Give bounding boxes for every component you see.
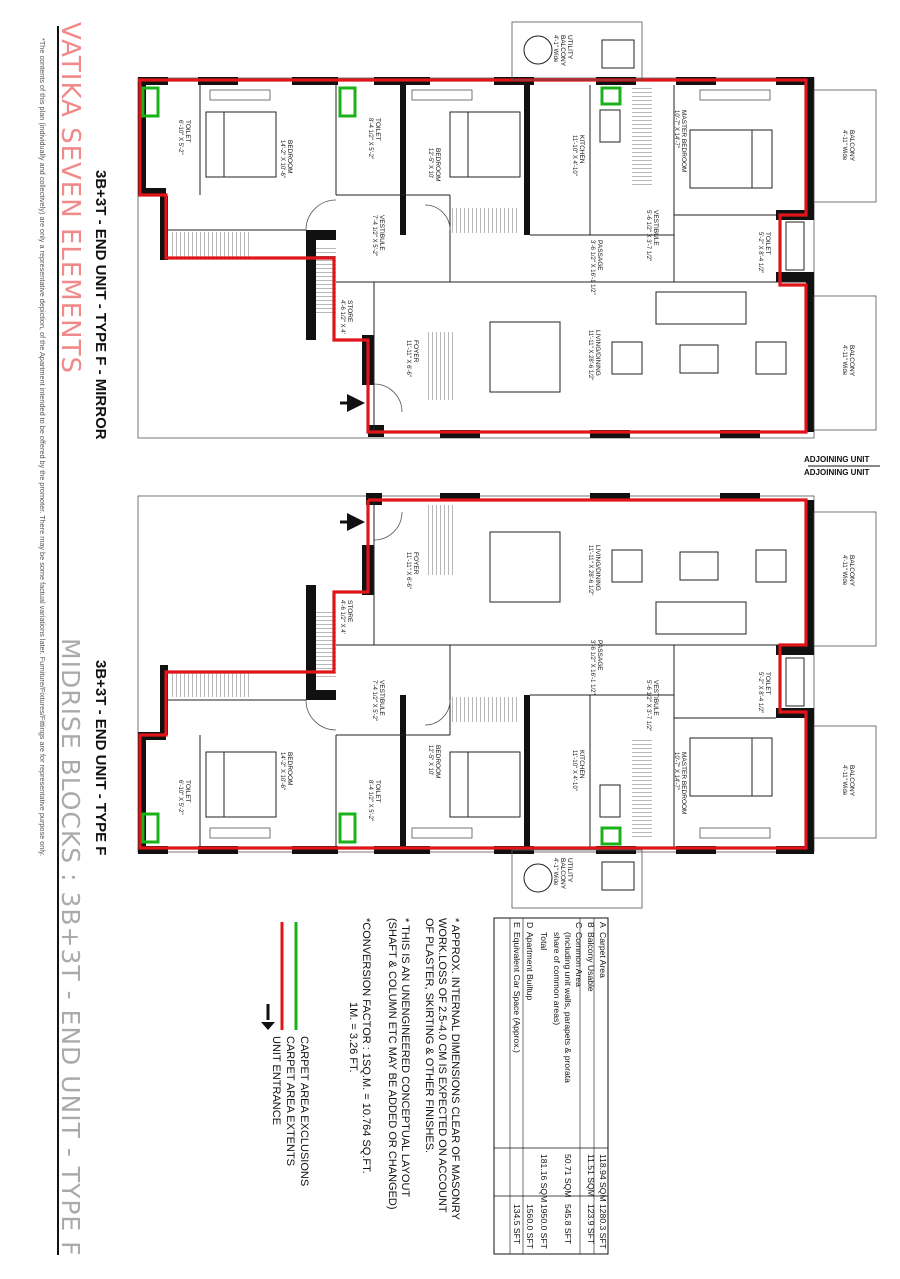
svg-text:11'-11" X 28'-6 1/2": 11'-11" X 28'-6 1/2": [587, 330, 593, 381]
svg-text:BALCONY: BALCONY: [848, 130, 855, 162]
svg-text:STORE: STORE: [346, 300, 353, 323]
svg-text:UTILITY: UTILITY: [566, 858, 573, 883]
svg-text:14'-2" X 10'-6": 14'-2" X 10'-6": [279, 752, 285, 790]
svg-text:4'-6 1/2" X 4': 4'-6 1/2" X 4': [339, 300, 345, 334]
svg-text:1950.0 SFT: 1950.0 SFT: [539, 1204, 549, 1249]
svg-text:WORK.LOSS OF 2.5-4.0 CM IS EXP: WORK.LOSS OF 2.5-4.0 CM IS EXPECTED ON ACCOUNT: [436, 918, 448, 1213]
svg-text:(Including unit walls, parapet: (Including unit walls, parapets & prorata: [563, 932, 573, 1083]
svg-text:MASTER BEDROOM: MASTER BEDROOM: [680, 752, 687, 815]
svg-text:BEDROOM: BEDROOM: [434, 148, 441, 182]
svg-text:* APPROX. INTERNAL DIMENSIONS: * APPROX. INTERNAL DIMENSIONS CLEAR OF MASONRY: [449, 918, 461, 1220]
svg-text:TOILET: TOILET: [764, 672, 771, 695]
svg-text:3'-6 1/2" X 16'-1 1/2": 3'-6 1/2" X 16'-1 1/2": [589, 640, 595, 695]
svg-text:4'-1" Wide: 4'-1" Wide: [552, 35, 558, 63]
svg-text:MASTER BEDROOM: MASTER BEDROOM: [680, 110, 687, 173]
svg-text:TOILET: TOILET: [184, 780, 191, 803]
svg-text:BEDROOM: BEDROOM: [286, 140, 293, 174]
svg-text:11'-11" X 28'-6 1/2": 11'-11" X 28'-6 1/2": [587, 545, 593, 596]
svg-text:5'-6 1/2" X 3'-7 1/2": 5'-6 1/2" X 3'-7 1/2": [645, 680, 651, 732]
svg-text:4'-11" Wide: 4'-11" Wide: [841, 130, 847, 161]
svg-text:VESTIBULE: VESTIBULE: [378, 680, 385, 716]
svg-text:BALCONY: BALCONY: [848, 765, 855, 797]
svg-text:11'-11" X 6'-6": 11'-11" X 6'-6": [405, 552, 411, 590]
svg-text:BEDROOM: BEDROOM: [286, 752, 293, 786]
room-labels-top: [177, 35, 855, 380]
area-row-c: [574, 922, 584, 987]
svg-text:181.16 SQM: 181.16 SQM: [539, 1154, 549, 1203]
svg-text:share of common areas): share of common areas): [552, 932, 562, 1026]
svg-text:BALCONY: BALCONY: [848, 555, 855, 587]
svg-text:A: A: [598, 922, 608, 928]
unit-title-top: [92, 170, 109, 440]
svg-text:6'-10" X 5'-2": 6'-10" X 5'-2": [177, 780, 183, 815]
svg-text:LIVING/DINING: LIVING/DINING: [594, 330, 601, 376]
svg-text:UTILITY: UTILITY: [566, 35, 573, 60]
svg-text:Apartment Builtup: Apartment Builtup: [525, 932, 535, 1001]
notes-block: [347, 918, 461, 1221]
svg-text:BALCONY: BALCONY: [559, 858, 566, 890]
svg-text:12'-5" X 10': 12'-5" X 10': [427, 148, 433, 179]
svg-text:4'-6 1/2" X 4': 4'-6 1/2" X 4': [339, 600, 345, 634]
svg-text:10'-7" X 14'-7": 10'-7" X 14'-7": [673, 110, 679, 148]
svg-text:ADJOINING UNIT: ADJOINING UNIT: [804, 468, 870, 477]
unit-title-bottom: [92, 660, 109, 855]
svg-text:5'-6 1/2" X 3'-7 1/2": 5'-6 1/2" X 3'-7 1/2": [645, 210, 651, 262]
unit-bottom-plan: [138, 493, 876, 908]
svg-text:7'-4 1/2" X 5'-2": 7'-4 1/2" X 5'-2": [371, 680, 377, 722]
svg-text:8'-4 1/2" X 5'-2": 8'-4 1/2" X 5'-2": [367, 118, 373, 160]
svg-text:PASSAGE: PASSAGE: [596, 640, 603, 671]
svg-text:UNIT ENTRANCE: UNIT ENTRANCE: [270, 1036, 282, 1126]
svg-text:VESTIBULE: VESTIBULE: [652, 210, 659, 246]
area-row-b: [586, 922, 596, 1245]
svg-text:4'-11" Wide: 4'-11" Wide: [841, 555, 847, 586]
svg-text:1280.3 SFT: 1280.3 SFT: [598, 1204, 608, 1249]
svg-text:VESTIBULE: VESTIBULE: [652, 680, 659, 716]
svg-text:118.94 SQM: 118.94 SQM: [598, 1154, 608, 1202]
svg-text:3B+3T - END UNIT - TYPE F: 3B+3T - END UNIT - TYPE F: [92, 660, 109, 856]
svg-text:8'-4 1/2" X 5'-2": 8'-4 1/2" X 5'-2": [367, 780, 373, 822]
svg-text:7'-4 1/2" X 5'-2": 7'-4 1/2" X 5'-2": [371, 215, 377, 257]
svg-text:3'-6 1/2" X 16'-1 1/2": 3'-6 1/2" X 16'-1 1/2": [589, 240, 595, 295]
svg-text:Balcony Usable: Balcony Usable: [586, 932, 596, 992]
svg-text:12'-5" X 10': 12'-5" X 10': [427, 745, 433, 776]
area-table: [494, 918, 608, 1254]
svg-text:134.5 SFT: 134.5 SFT: [512, 1204, 522, 1245]
svg-text:KITCHEN: KITCHEN: [578, 135, 585, 164]
svg-text:BALCONY: BALCONY: [848, 345, 855, 377]
svg-text:BALCONY: BALCONY: [559, 35, 566, 67]
area-row-e: [512, 922, 522, 1245]
svg-text:6'-10" X 5'-2": 6'-10" X 5'-2": [177, 120, 183, 155]
svg-text:Common Area: Common Area: [574, 932, 584, 987]
svg-text:11'-10" X 4'-10": 11'-10" X 4'-10": [571, 135, 577, 176]
svg-text:C: C: [574, 922, 584, 929]
svg-text:B: B: [586, 922, 596, 928]
svg-text:FOYER: FOYER: [412, 340, 419, 363]
svg-text:MIDRISE BLOCKS : 3B+3T - END U: MIDRISE BLOCKS : 3B+3T - END UNIT - TYPE F: [56, 638, 85, 1257]
area-row-c3: [552, 932, 562, 1025]
area-row-a: [598, 922, 608, 1250]
svg-text:5'-2" X 8'-4 1/2": 5'-2" X 8'-4 1/2": [757, 232, 763, 274]
svg-text:123.9 SFT: 123.9 SFT: [586, 1204, 596, 1245]
svg-text:FOYER: FOYER: [412, 552, 419, 575]
svg-text:D: D: [525, 922, 535, 929]
svg-text:LIVING/DINING: LIVING/DINING: [594, 545, 601, 591]
svg-text:E: E: [512, 922, 522, 928]
disclaimer-text: [38, 38, 47, 856]
svg-text:TOILET: TOILET: [374, 780, 381, 803]
svg-text:VATIKA SEVEN ELEMENTS: VATIKA SEVEN ELEMENTS: [55, 22, 85, 374]
svg-text:CARPET AREA EXCLUSIONS: CARPET AREA EXCLUSIONS: [298, 1036, 310, 1187]
area-row-total: [539, 932, 549, 1250]
brand-title: [55, 22, 85, 374]
svg-text:11'-10" X 4'-10": 11'-10" X 4'-10": [571, 750, 577, 791]
svg-text:10'-7" X 14'-7": 10'-7" X 14'-7": [673, 752, 679, 790]
svg-text:*CONVERSION FACTOR : 1SQ.M. =: *CONVERSION FACTOR : 1SQ.M. = 10.764 SQ.FT.: [360, 918, 372, 1174]
svg-text:STORE: STORE: [346, 600, 353, 623]
svg-text:CARPET AREA EXTENTS: CARPET AREA EXTENTS: [284, 1036, 296, 1167]
svg-text:4'-11" Wide: 4'-11" Wide: [841, 345, 847, 376]
svg-text:(SHAFT & COLUMN ETC MAY BE ADD: (SHAFT & COLUMN ETC MAY BE ADDED OR CHANGED): [386, 918, 398, 1210]
svg-text:TOILET: TOILET: [184, 120, 191, 143]
svg-text:11.51 SQM: 11.51 SQM: [586, 1154, 596, 1197]
svg-text:1560.0 SFT: 1560.0 SFT: [525, 1204, 535, 1249]
legend: [261, 922, 310, 1186]
svg-text:50.71 SQM: 50.71 SQM: [563, 1154, 573, 1198]
svg-text:11'-11" X 6'-6": 11'-11" X 6'-6": [405, 340, 411, 378]
subtitle-title: [56, 638, 85, 1257]
svg-text:545.8 SFT: 545.8 SFT: [563, 1204, 573, 1245]
svg-text:14'-2" X 10'-6": 14'-2" X 10'-6": [279, 140, 285, 178]
svg-text:4'-11" Wide: 4'-11" Wide: [841, 765, 847, 796]
svg-text:ADJOINING UNIT: ADJOINING UNIT: [804, 455, 870, 464]
svg-text:VESTIBULE: VESTIBULE: [378, 215, 385, 251]
unit-top-plan: [138, 22, 876, 438]
svg-text:Equivalent Car Space (Approx.): Equivalent Car Space (Approx.): [512, 932, 522, 1053]
area-row-c2: [563, 932, 573, 1245]
svg-text:TOILET: TOILET: [374, 118, 381, 141]
svg-text:4'-1" Wide: 4'-1" Wide: [552, 858, 558, 886]
svg-text:1M. = 3.26 FT.: 1M. = 3.26 FT.: [347, 1002, 359, 1073]
svg-text:5'-2" X 8'-4 1/2": 5'-2" X 8'-4 1/2": [757, 672, 763, 714]
svg-text:3B+3T - END UNIT - TYPE F - MI: 3B+3T - END UNIT - TYPE F - MIRROR: [92, 170, 109, 440]
svg-text:*The contents of this plan (in: *The contents of this plan (individually and collectively) are only a representative depiction, of the Apartment intended to be offered by the promoter. There may be some factual variations later. Furniture/Fixtures/Fittings are for representative purpose only.: [38, 38, 47, 857]
svg-text:OF PLASTER, SKIRTING & OTHER F: OF PLASTER, SKIRTING & OTHER FINISHES.: [423, 918, 435, 1154]
svg-text:TOILET: TOILET: [764, 232, 771, 255]
adjoining-marker: [804, 455, 880, 477]
area-row-d: [525, 922, 535, 1250]
svg-text:Total: Total: [539, 932, 549, 951]
svg-text:* THIS IS AN UNENGINEERED CONC: * THIS IS AN UNENGINEERED CONCEPTUAL LAYOUT: [399, 918, 411, 1198]
svg-text:BEDROOM: BEDROOM: [434, 745, 441, 779]
svg-text:Carpet Area: Carpet Area: [598, 932, 608, 978]
svg-text:KITCHEN: KITCHEN: [578, 750, 585, 779]
svg-text:PASSAGE: PASSAGE: [596, 240, 603, 271]
